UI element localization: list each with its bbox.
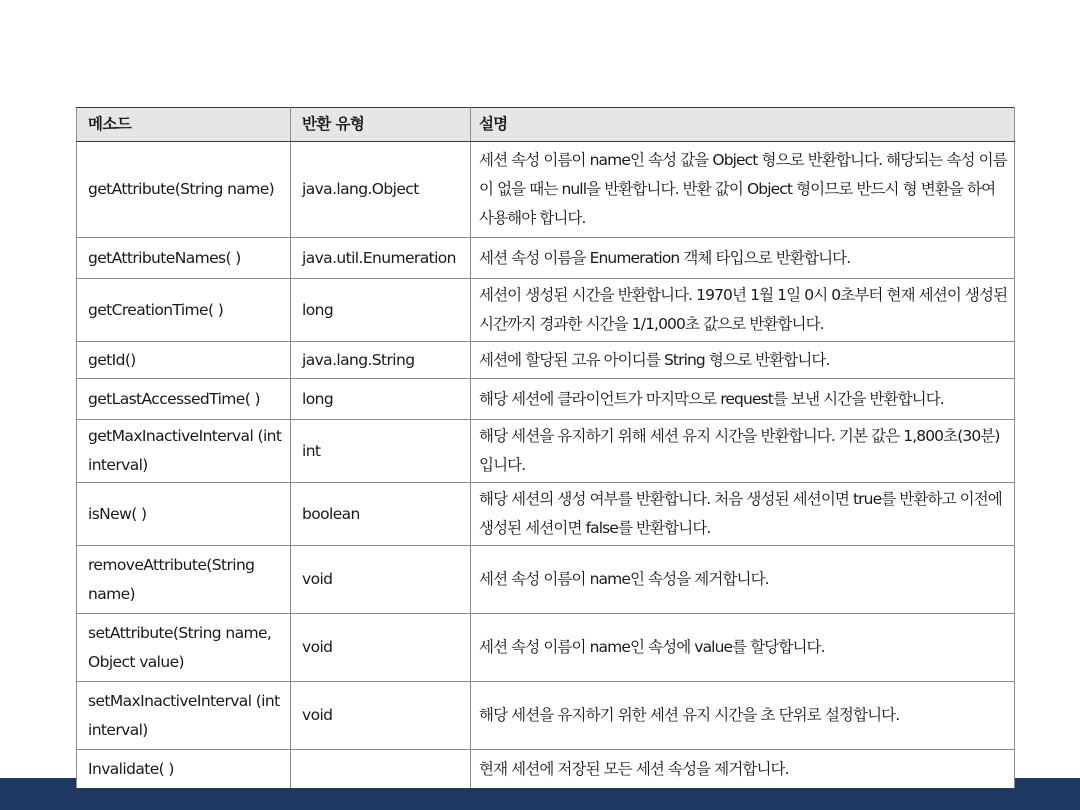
return-type-cell: void [291,682,471,750]
description-cell: 세션에 할당된 고유 아이디를 String 형으로 반환합니다. [471,342,1015,379]
return-type-cell: void [291,614,471,682]
header-description: 설명 [471,108,1015,142]
return-type-cell: int [291,420,471,483]
method-cell: getMaxInactiveInterval (int interval) [77,420,291,483]
description-cell: 현재 세션에 저장된 모든 세션 속성을 제거합니다. [471,750,1015,789]
table-row [77,483,1015,546]
method-cell: isNew( ) [77,483,291,546]
description-cell: 해당 세션에 클라이언트가 마지막으로 request를 보낸 시간을 반환합니다. [471,379,1015,420]
return-type-cell: java.lang.String [291,342,471,379]
return-type-cell: long [291,379,471,420]
description-cell: 세션이 생성된 시간을 반환합니다. 1970년 1월 1일 0시 0초부터 현재 세션이 생성된 시간까지 경과한 시간을 1/1,000초 값으로 반환합니다. [471,279,1015,342]
table-row [77,614,1015,682]
table-row [77,546,1015,614]
method-cell: getCreationTime( ) [77,279,291,342]
method-cell: getAttribute(String name) [77,142,291,238]
method-cell: getAttributeNames( ) [77,238,291,279]
return-type-cell: boolean [291,483,471,546]
header-method: 메소드 [77,108,291,142]
method-cell: setMaxInactiveInterval (int interval) [77,682,291,750]
table-row [77,379,1015,420]
return-type-cell: long [291,279,471,342]
description-cell: 해당 세션을 유지하기 위해 세션 유지 시간을 반환합니다. 기본 값은 1,800초(30분)입니다. [471,420,1015,483]
return-type-cell: void [291,546,471,614]
method-cell: getId() [77,342,291,379]
table-row [77,750,1015,789]
description-cell: 해당 세션을 유지하기 위한 세션 유지 시간을 초 단위로 설정합니다. [471,682,1015,750]
description-cell: 세션 속성 이름이 name인 속성을 제거합니다. [471,546,1015,614]
return-type-cell: java.lang.Object [291,142,471,238]
description-cell: 세션 속성 이름이 name인 속성 값을 Object 형으로 반환합니다. 해당되는 속성 이름이 없을 때는 null을 반환합니다. 반환 값이 Object 형이므로 반드시 형 변환을 하여 사용해야 합니다. [471,142,1015,238]
header-return-type: 반환 유형 [291,108,471,142]
table-row [77,420,1015,483]
description-cell: 세션 속성 이름을 Enumeration 객체 타입으로 반환합니다. [471,238,1015,279]
return-type-cell [291,750,471,789]
method-cell: Invalidate( ) [77,750,291,789]
table-row [77,279,1015,342]
table-row [77,238,1015,279]
method-cell: removeAttribute(String name) [77,546,291,614]
return-type-cell: java.util.Enumeration [291,238,471,279]
table-row [77,142,1015,238]
description-cell: 세션 속성 이름이 name인 속성에 value를 할당합니다. [471,614,1015,682]
table-row [77,342,1015,379]
session-methods-table [76,107,1015,789]
table-header-row [77,108,1015,142]
method-cell: setAttribute(String name, Object value) [77,614,291,682]
table-row [77,682,1015,750]
method-cell: getLastAccessedTime( ) [77,379,291,420]
description-cell: 해당 세션의 생성 여부를 반환합니다. 처음 생성된 세션이면 true를 반환하고 이전에 생성된 세션이면 false를 반환합니다. [471,483,1015,546]
